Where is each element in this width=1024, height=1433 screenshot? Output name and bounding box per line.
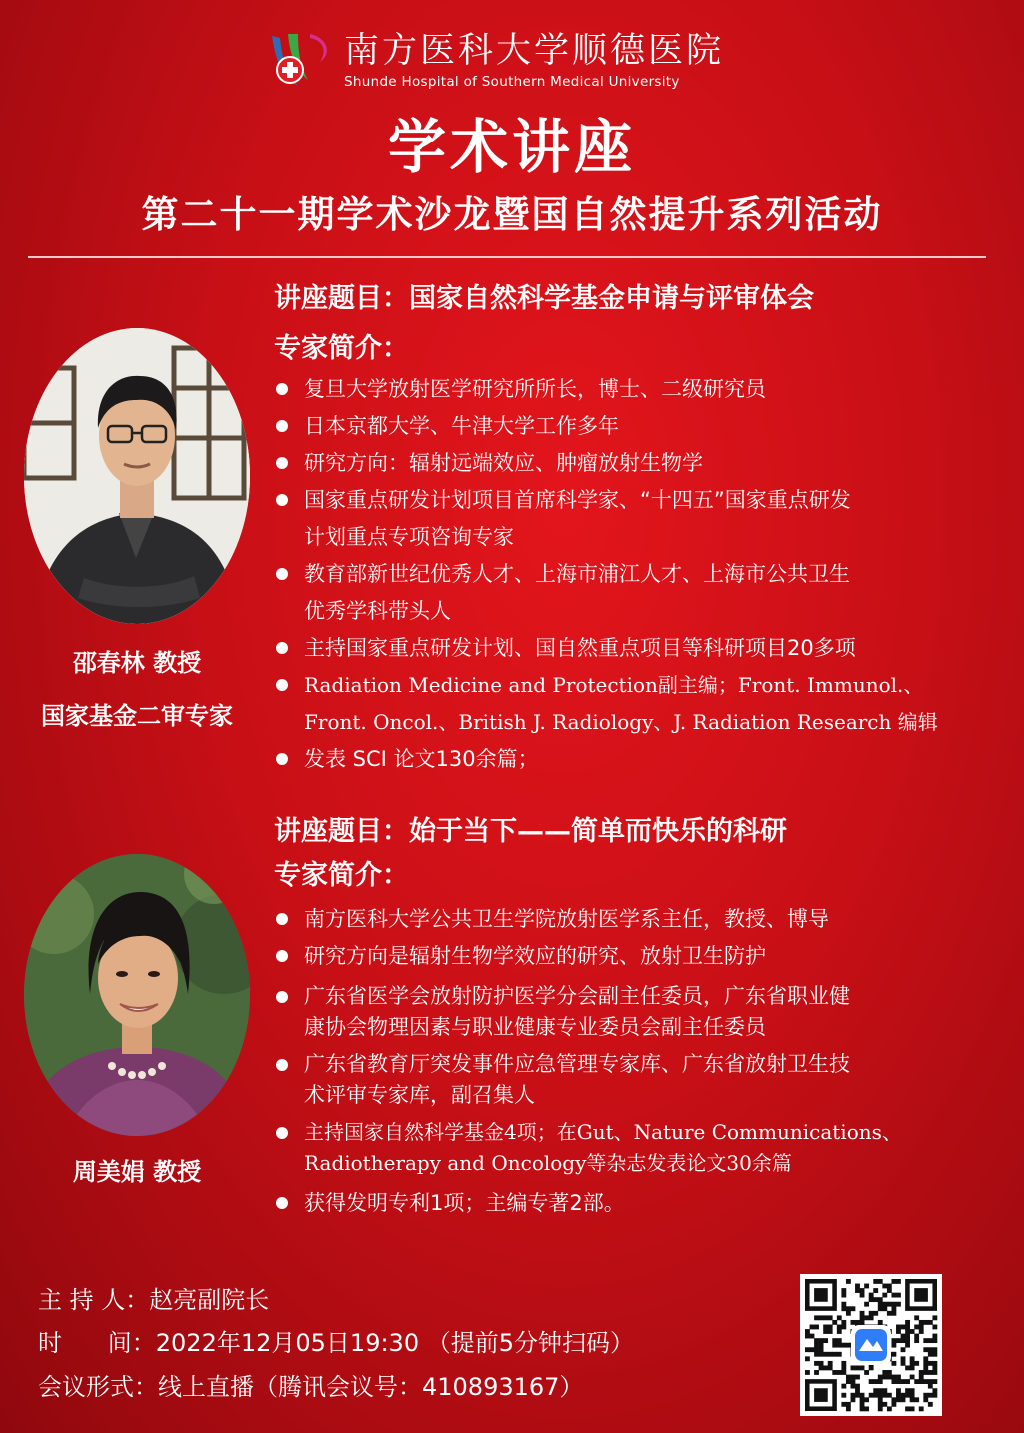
list-item: 主持国家自然科学基金4项；在Gut、Nature Communications、 Radiotherapy and Oncology等杂志发表论文30余篇 (274, 1117, 902, 1179)
lecture1-intro-label: 专家简介： (274, 333, 409, 364)
title-divider (28, 256, 986, 258)
bullet-dot-icon (276, 679, 288, 691)
host-info: 主 持 人：赵亮副院长 (38, 1286, 270, 1314)
bullet-dot-icon (276, 753, 288, 765)
logo-english-name: Shunde Hospital of Southern Medical University (344, 74, 680, 90)
bullet-dot-icon (276, 913, 288, 925)
lecture2-bullet-list (274, 901, 902, 1222)
list-item: 研究方向：辐射远端效应、肿瘤放射生物学 (274, 445, 938, 482)
bullet-dot-icon (276, 991, 288, 1003)
list-item: 获得发明专利1项；主编专著2部。 (274, 1185, 902, 1222)
lecture1-bullet-list (274, 371, 938, 778)
list-item: 主持国家重点研发计划、国自然重点项目等科研项目20多项 (274, 630, 938, 667)
list-item: 广东省教育厅突发事件应急管理专家库、广东省放射卫生技 术评审专家库，副召集人 (274, 1049, 902, 1111)
speaker2-photo (24, 854, 250, 1136)
list-item: 发表 SCI 论文130余篇； (274, 741, 938, 778)
list-item: 研究方向是辐射生物学效应的研究、放射卫生防护 (274, 938, 902, 975)
logo-chinese-name: 南方医科大学顺德医院 (344, 31, 725, 71)
speaker1-portrait-illustration (24, 328, 250, 624)
hospital-cross-logo-icon (268, 32, 334, 90)
bullet-dot-icon (276, 383, 288, 395)
speaker2-portrait-illustration (24, 854, 250, 1136)
bullet-dot-icon (276, 568, 288, 580)
speaker1-name: 邵春林 教授 (72, 649, 202, 677)
lecture2-title: 讲座题目：始于当下——简单而快乐的科研 (274, 816, 787, 847)
bullet-dot-icon (276, 494, 288, 506)
list-item: 教育部新世纪优秀人才、上海市浦江人才、上海市公共卫生 优秀学科带头人 (274, 556, 938, 630)
speaker1-role: 国家基金二审专家 (41, 702, 233, 730)
bullet-dot-icon (276, 457, 288, 469)
list-item: Radiation Medicine and Protection副主编；Front. Immunol.、 Front. Oncol.、British J. Radiology、J. Radiation Research 编辑 (274, 667, 938, 741)
lecture2-intro-label: 专家简介： (274, 860, 409, 891)
bullet-dot-icon (276, 1127, 288, 1139)
time-info: 时 间：2022年12月05日19:30 （提前5分钟扫码） (38, 1329, 634, 1357)
lecture1-title: 讲座题目：国家自然科学基金申请与评审体会 (274, 283, 814, 314)
list-item: 日本京都大学、牛津大学工作多年 (274, 408, 938, 445)
list-item: 国家重点研发计划项目首席科学家、“十四五”国家重点研发 计划重点专项咨询专家 (274, 482, 938, 556)
bullet-dot-icon (276, 1059, 288, 1071)
hospital-logo (268, 30, 725, 94)
page-title: 学术讲座 (387, 113, 636, 181)
speaker1-photo (24, 328, 250, 624)
list-item: 南方医科大学公共卫生学院放射医学系主任，教授、博导 (274, 901, 902, 938)
bullet-dot-icon (276, 1197, 288, 1209)
page-subtitle: 第二十一期学术沙龙暨国自然提升系列活动 (141, 193, 883, 236)
tencent-meeting-icon (851, 1325, 891, 1365)
list-item: 广东省医学会放射防护医学分会副主任委员，广东省职业健 康协会物理因素与职业健康专业委员会副主任委员 (274, 981, 902, 1043)
bullet-dot-icon (276, 420, 288, 432)
qr-code[interactable] (800, 1274, 942, 1416)
bullet-dot-icon (276, 642, 288, 654)
list-item: 复旦大学放射医学研究所所长，博士、二级研究员 (274, 371, 938, 408)
speaker2-name: 周美娟 教授 (72, 1158, 202, 1186)
bullet-dot-icon (276, 950, 288, 962)
meeting-format-info: 会议形式：线上直播（腾讯会议号：410893167） (38, 1373, 584, 1401)
